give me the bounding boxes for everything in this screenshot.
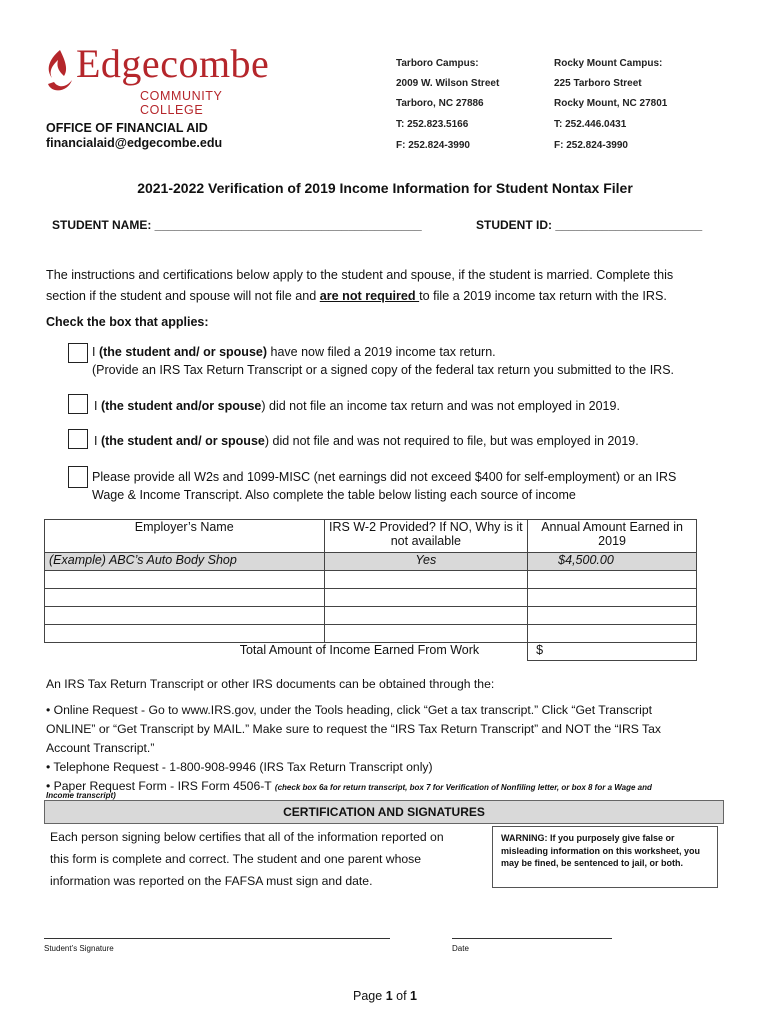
total-label: Total Amount of Income Earned From Work xyxy=(45,643,528,661)
logo-subtitle: COMMUNITY COLLEGE xyxy=(140,89,223,117)
table-total-row xyxy=(45,643,697,661)
rocky-phone: T: 252.446.0431 xyxy=(554,119,627,130)
certification-heading: CERTIFICATION AND SIGNATURES xyxy=(44,800,724,824)
tarboro-phone: T: 252.823.5166 xyxy=(396,119,469,130)
example-w2: Yes xyxy=(324,553,528,571)
option-filed: I (the student and/ or spouse) have now filed a 2019 income tax return. (Provide an IRS Tax Return Transcript or a signed copy of the federal tax return you submitted to the IRS. xyxy=(92,345,675,377)
student-name-field[interactable]: STUDENT NAME: ________________________________________ xyxy=(52,218,422,232)
date-label: Date xyxy=(452,944,469,953)
checkbox-employed[interactable] xyxy=(68,429,88,449)
table-row-example xyxy=(45,553,697,571)
tarboro-campus-label: Tarboro Campus: xyxy=(396,58,479,69)
logo-name: Edgecombe xyxy=(76,41,270,86)
example-amount: $4,500.00 xyxy=(528,553,697,571)
rocky-campus-label: Rocky Mount Campus: xyxy=(554,58,663,69)
header-employer: Employer’s Name xyxy=(45,520,325,553)
rocky-street: 225 Tarboro Street xyxy=(554,78,642,89)
form-title: 2021-2022 Verification of 2019 Income Information for Student Nontax Filer xyxy=(137,180,633,196)
table-row[interactable] xyxy=(45,589,697,607)
tarboro-city: Tarboro, NC 27886 xyxy=(396,98,484,109)
rocky-fax: F: 252.824-3990 xyxy=(554,140,628,151)
bullet-list xyxy=(46,701,726,797)
office-email: financialaid@edgecombe.edu xyxy=(46,136,223,150)
certification-text: Each person signing below certifies that all of the information reported on this form is complete and correct. The student and one parent whose information was reported on the FAFSA must sign and date. xyxy=(50,830,444,888)
intro-line-2: section if the student and spouse will not file and are not required to file a 2019 income tax return with the IRS. xyxy=(46,289,667,303)
tarboro-fax: F: 252.824-3990 xyxy=(396,140,470,151)
example-employer: (Example) ABC’s Auto Body Shop xyxy=(45,553,325,571)
date-line[interactable] xyxy=(452,938,612,939)
table-header-row xyxy=(45,520,697,553)
intro-line-1: The instructions and certifications below apply to the student and spouse, if the student is married. Complete this xyxy=(46,268,674,282)
student-signature-line[interactable] xyxy=(44,938,390,939)
header-amount: Annual Amount Earned in 2019 xyxy=(528,520,697,553)
online-request-line-1: • Online Request - Go to www.IRS.gov, under the Tools heading, click “Get a tax transcript.” Click “Get Transcript xyxy=(46,703,652,717)
header-w2: IRS W-2 Provided? If NO, Why is it not available xyxy=(324,520,528,553)
option-employed: I (the student and/ or spouse) did not file and was not required to file, but was employed in 2019. xyxy=(94,434,639,448)
table-row[interactable] xyxy=(45,607,697,625)
intro-paragraph xyxy=(46,265,726,307)
warning-box: WARNING: If you purposely give false or misleading information on this worksheet, you may be fined, be sentenced to jail, or both. xyxy=(492,826,718,888)
table-row[interactable] xyxy=(45,625,697,643)
online-request-line-2: ONLINE” or “Get Transcript by MAIL.” Make sure to request the “IRS Tax Return Transcript” and NOT the “IRS Tax xyxy=(46,722,662,736)
college-logo xyxy=(42,41,282,117)
paper-request-note: Income transcript) xyxy=(46,791,116,800)
not-required-emphasis: are not required xyxy=(319,289,420,303)
option-w2: Please provide all W2s and 1099-MISC (net earnings did not exceed $400 for self-employment) or an IRS Wage & Income Transcript. Also complete the table below listing each source of income xyxy=(92,470,677,502)
option-not-employed: I (the student and/or spouse) did not file an income tax return and was not employed in 2019. xyxy=(94,399,620,413)
checkbox-not-employed[interactable] xyxy=(68,394,88,414)
table-row[interactable] xyxy=(45,571,697,589)
obtain-text: An IRS Tax Return Transcript or other IRS documents can be obtained through the: xyxy=(46,677,495,691)
checkbox-w2[interactable] xyxy=(68,466,88,488)
income-table xyxy=(44,519,697,661)
page-number: Page 1 of 1 xyxy=(353,989,417,1003)
office-title: OFFICE OF FINANCIAL AID xyxy=(46,121,208,135)
telephone-request: • Telephone Request - 1-800-908-9946 (IRS Tax Return Transcript only) xyxy=(46,760,433,774)
rocky-city: Rocky Mount, NC 27801 xyxy=(554,98,668,109)
student-signature-label: Student’s Signature xyxy=(44,944,114,953)
paper-request: • Paper Request Form - IRS Form 4506-T (check box 6a for return transcript, box 7 for Verification of Nonfiling letter, or box 8 for a Wage and xyxy=(46,779,652,793)
check-instruction: Check the box that applies: xyxy=(46,315,209,329)
total-value[interactable]: $ xyxy=(528,643,697,661)
student-id-field[interactable]: STUDENT ID: ______________________ xyxy=(476,218,703,232)
tarboro-street: 2009 W. Wilson Street xyxy=(396,78,500,89)
online-request-line-3: Account Transcript.” xyxy=(46,741,155,755)
checkbox-filed[interactable] xyxy=(68,343,88,363)
flame-icon xyxy=(42,48,76,94)
